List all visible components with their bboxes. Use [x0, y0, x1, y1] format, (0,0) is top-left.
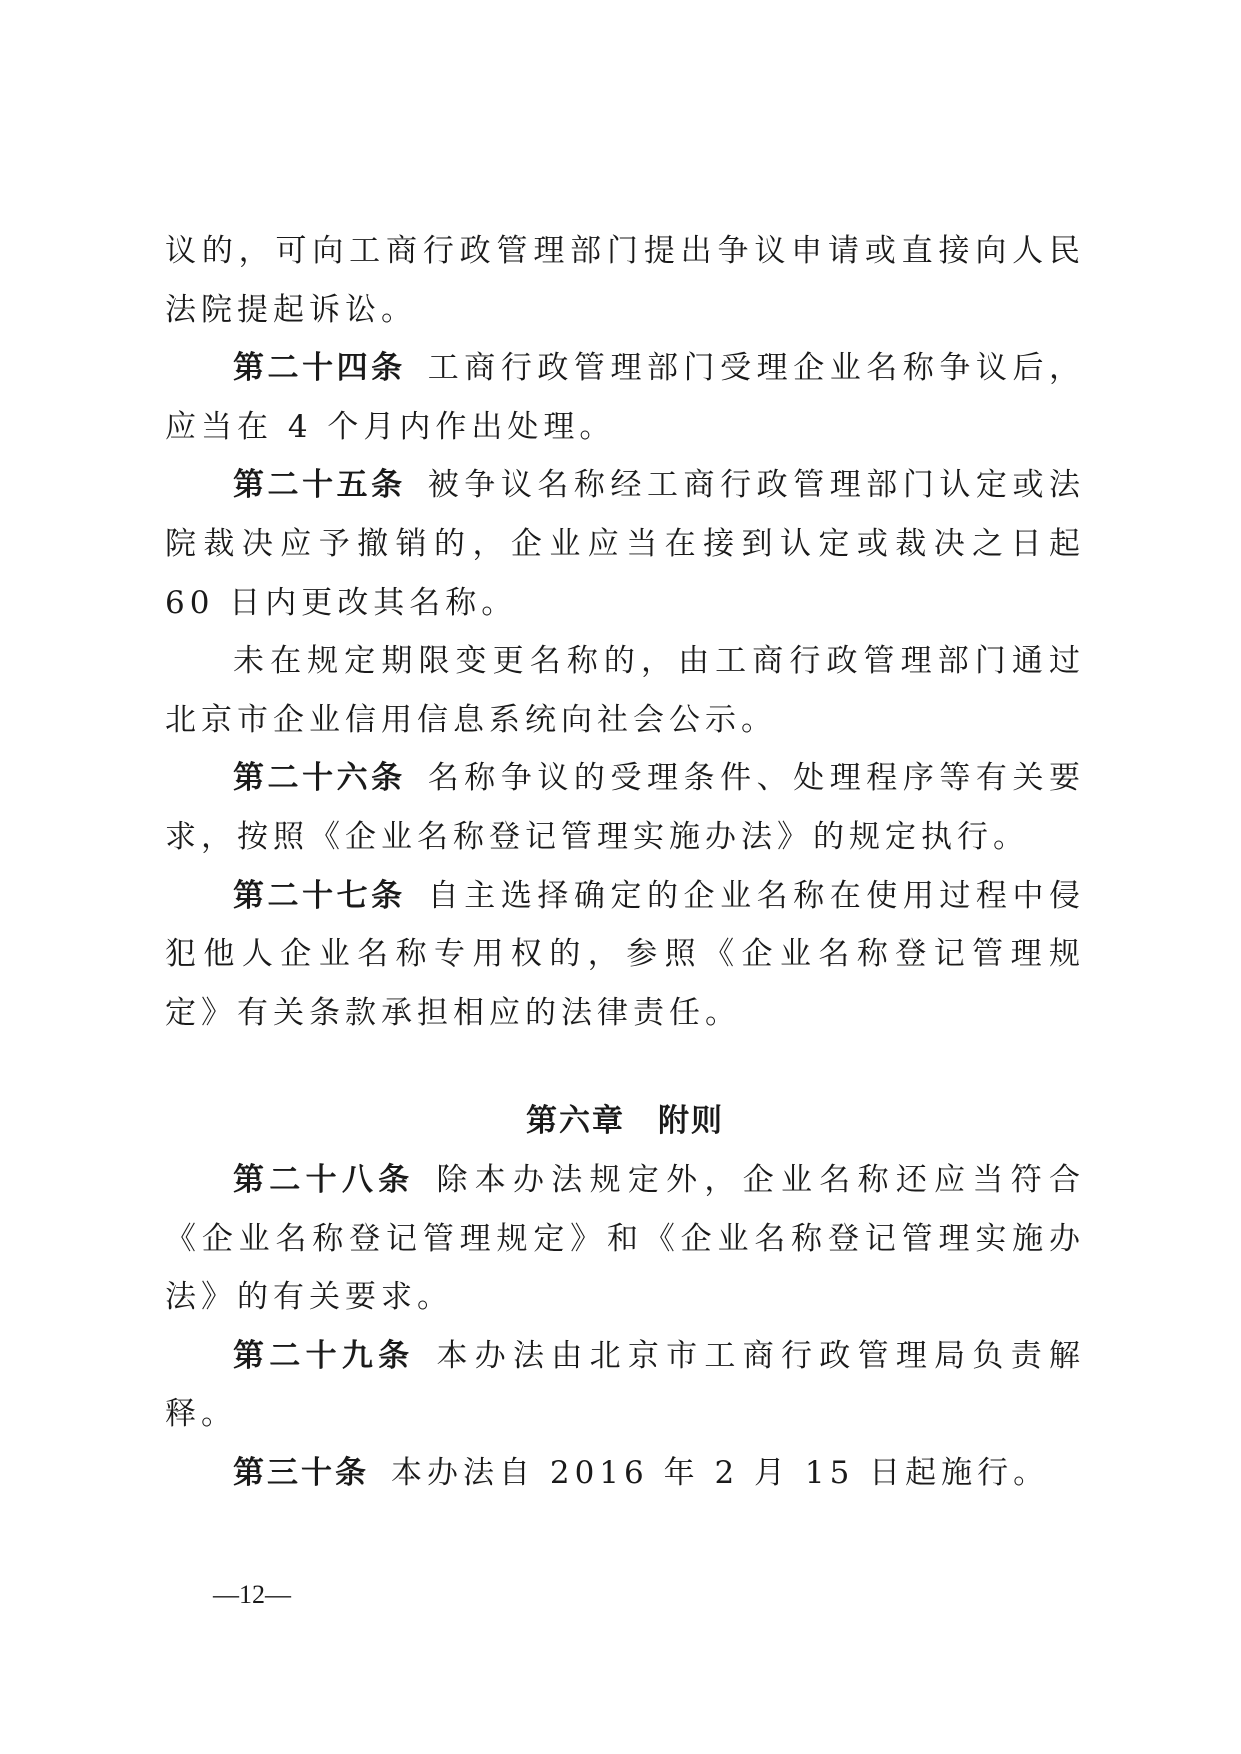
article-label: 第二十六条 — [233, 760, 406, 797]
article-label: 第二十八条 — [233, 1161, 415, 1198]
paragraph-continued: 议的，可向工商行政管理部门提出争议申请或直接向人民法院提起诉讼。 — [165, 233, 1085, 328]
article-text: 除本办法规定外，企业名称还应当符合《企业名称登记管理规定》和《企业名称登记管理实施办法》的有关要求。 — [165, 1161, 1086, 1316]
article-29 — [165, 1327, 1085, 1444]
article-30 — [165, 1444, 1085, 1503]
article-label: 第三十条 — [233, 1454, 369, 1491]
article-label: 第二十五条 — [233, 467, 406, 504]
article-text: 自主选择确定的企业名称在使用过程中侵犯他人企业名称专用权的，参照《企业名称登记管理规定》有关条款承担相应的法律责任。 — [165, 877, 1086, 1031]
article-text: 本办法自 2016 年 2 月 15 日起施行。 — [391, 1454, 1050, 1491]
article-28 — [165, 1151, 1085, 1327]
article-24 — [165, 339, 1085, 456]
article-text: 名称争议的受理条件、处理程序等有关要求，按照《企业名称登记管理实施办法》的规定执行。 — [165, 760, 1086, 855]
article-25 — [165, 456, 1085, 632]
article-text: 被争议名称经工商行政管理部门认定或法院裁决应予撤销的，企业应当在接到认定或裁决之日起 60 日内更改其名称。 — [165, 467, 1086, 621]
article-text: 工商行政管理部门受理企业名称争议后，应当在 4 个月内作出处理。 — [165, 350, 1086, 445]
article-label: 第二十四条 — [233, 350, 406, 387]
article-label: 第二十七条 — [233, 877, 406, 914]
chapter-title: 第六章 附则 — [526, 1103, 724, 1140]
article-text: 本办法由北京市工商行政管理局负责解释。 — [165, 1337, 1086, 1433]
article-25-paragraph-2: 未在规定期限变更名称的，由工商行政管理部门通过北京市企业信用信息系统向社会公示。 — [165, 643, 1085, 738]
document-body — [165, 222, 1085, 1502]
page-number: —12— — [213, 1580, 291, 1609]
article-label: 第二十九条 — [233, 1337, 415, 1374]
article-27 — [165, 867, 1085, 1043]
article-26 — [165, 749, 1085, 866]
